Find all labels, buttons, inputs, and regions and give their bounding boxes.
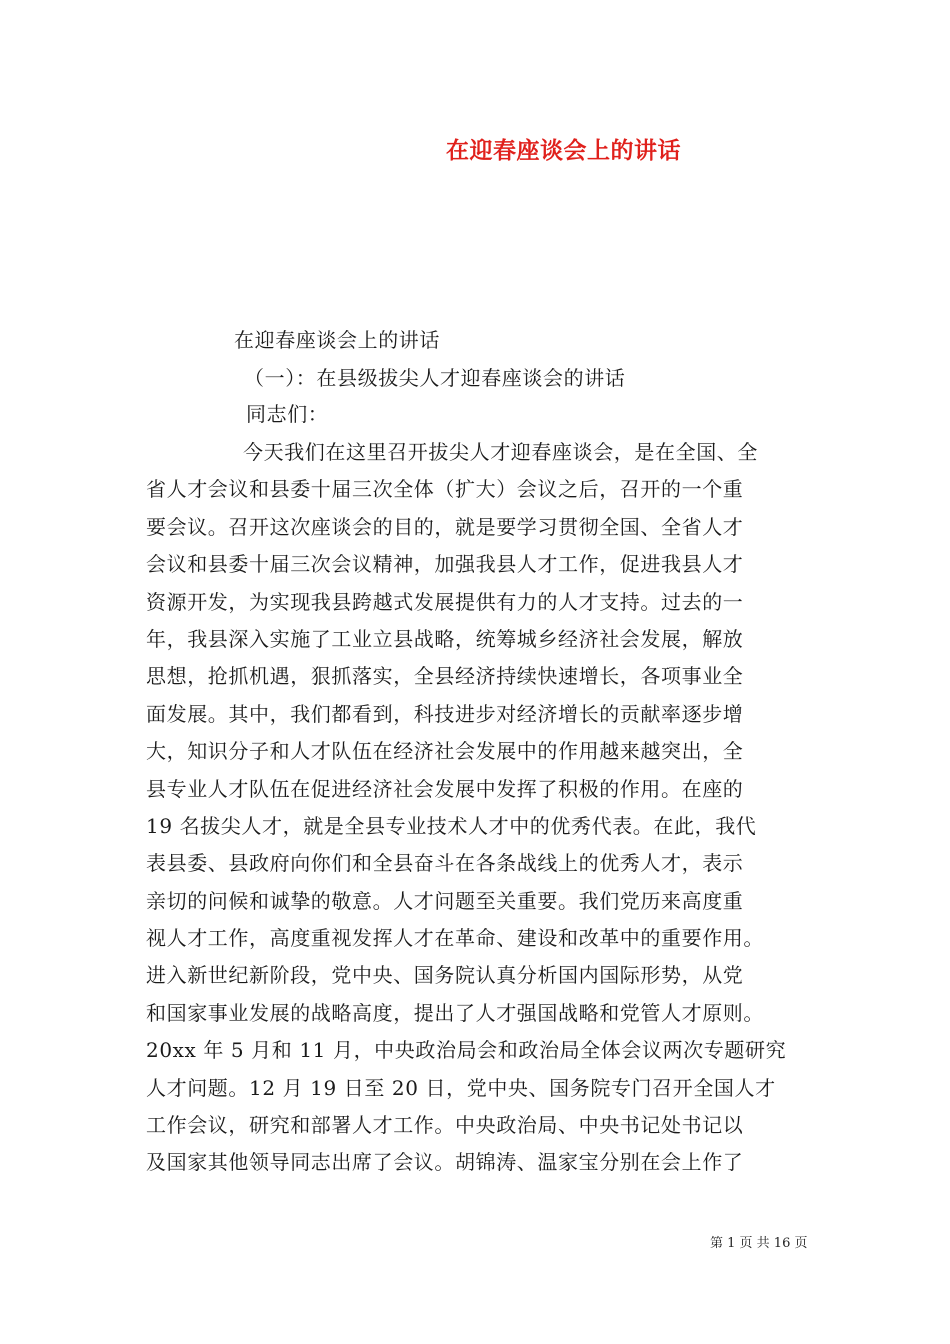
body-line: 及国家其他领导同志出席了会议。胡锦涛、温家宝分别在会上作了 bbox=[146, 1150, 744, 1175]
body-line: 视人才工作，高度重视发挥人才在革命、建设和改革中的重要作用。 bbox=[146, 926, 764, 951]
body-line: 今天我们在这里召开拔尖人才迎春座谈会，是在全国、全 bbox=[243, 440, 758, 464]
body-line: 年，我县深入实施了工业立县战略，统筹城乡经济社会发展，解放 bbox=[146, 626, 744, 651]
body-line: 亲切的问候和诚挚的敬意。人才问题至关重要。我们党历来高度重 bbox=[146, 888, 744, 913]
page-number: 第 1 页 共 16 页 bbox=[710, 1236, 808, 1251]
body-line: 19 名拔尖人才，就是全县专业技术人才中的优秀代表。在此，我代 bbox=[146, 813, 757, 838]
body-line: 大，知识分子和人才队伍在经济社会发展中的作用越来越突出，全 bbox=[146, 739, 744, 764]
document-title: 在迎春座谈会上的讲话 bbox=[446, 137, 681, 164]
salutation: 同志们： bbox=[246, 402, 329, 426]
body-line: 表县委、县政府向你们和全县奋斗在各条战线上的优秀人才，表示 bbox=[146, 851, 744, 876]
body-line: 面发展。其中，我们都看到，科技进步对经济增长的贡献率逐步增 bbox=[146, 701, 744, 726]
body-line: 省人才会议和县委十届三次全体（扩大）会议之后，召开的一个重 bbox=[146, 477, 744, 502]
body-text bbox=[146, 434, 816, 1182]
document-subtitle: 在迎春座谈会上的讲话 bbox=[234, 328, 440, 352]
body-line: 思想，抢抓机遇，狠抓落实，全县经济持续快速增长，各项事业全 bbox=[146, 664, 744, 689]
body-line: 人才问题。12 月 19 日至 20 日，党中央、国务院专门召开全国人才 bbox=[146, 1075, 776, 1100]
body-line: 资源开发，为实现我县跨越式发展提供有力的人才支持。过去的一 bbox=[146, 589, 744, 614]
body-line: 要会议。召开这次座谈会的目的，就是要学习贯彻全国、全省人才 bbox=[146, 514, 744, 539]
body-line: 进入新世纪新阶段，党中央、国务院认真分析国内国际形势，从党 bbox=[146, 963, 744, 988]
body-line: 县专业人才队伍在促进经济社会发展中发挥了积极的作用。在座的 bbox=[146, 776, 744, 801]
body-line: 和国家事业发展的战略高度，提出了人才强国战略和党管人才原则。 bbox=[146, 1000, 764, 1025]
body-line: 会议和县委十届三次会议精神，加强我县人才工作，促进我县人才 bbox=[146, 552, 744, 577]
body-line: 20xx 年 5 月和 11 月，中央政治局会和政治局全体会议两次专题研究 bbox=[146, 1038, 787, 1063]
section-heading: （一）：在县级拔尖人才迎春座谈会的讲话 bbox=[244, 366, 626, 390]
body-line: 工作会议，研究和部署人才工作。中央政治局、中央书记处书记以 bbox=[146, 1113, 744, 1138]
